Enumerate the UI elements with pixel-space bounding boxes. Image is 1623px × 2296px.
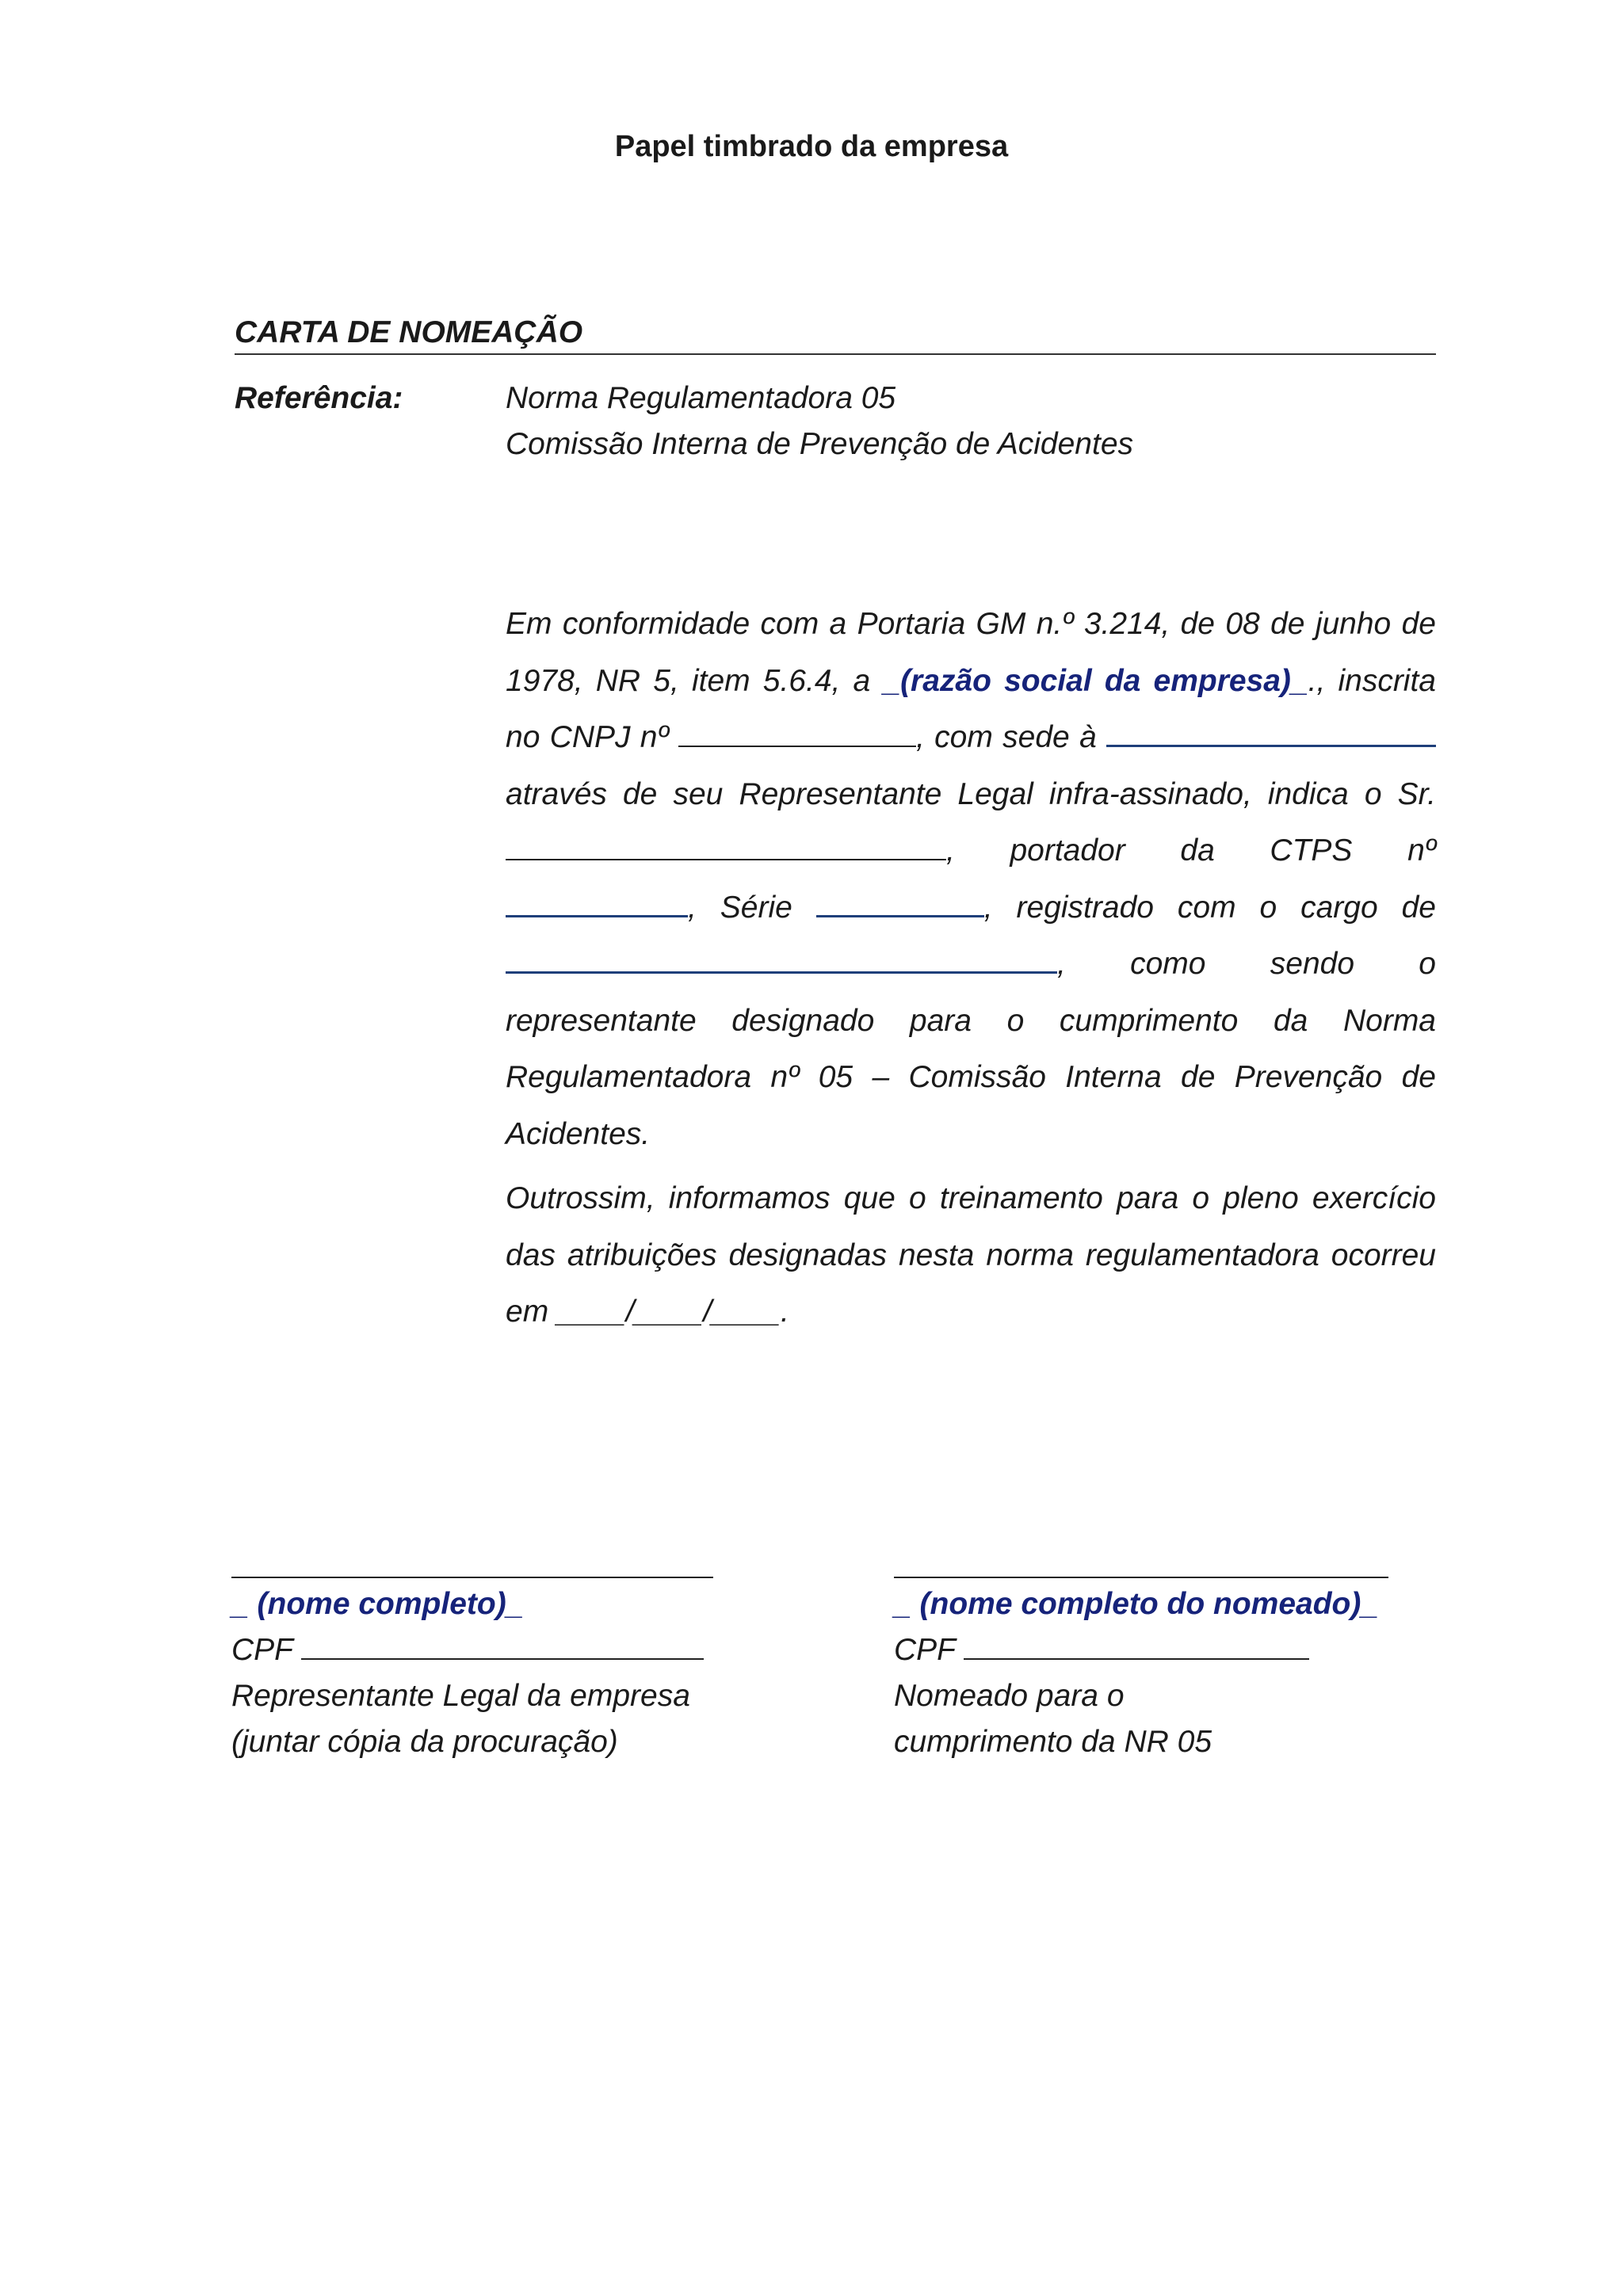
paragraph-1-text-6: , Série bbox=[688, 890, 816, 925]
signature-line-left[interactable] bbox=[231, 1577, 713, 1578]
paragraph-1-text-8: , como sendo o representante designado para o cumprimento da Norma Regulamentadora nº 05 – Comissão Interna de Prevenção de Acidentes. bbox=[506, 947, 1436, 1151]
cpf-blank-right[interactable] bbox=[964, 1633, 1309, 1660]
reference-line-2: Comissão Interna de Prevenção de Acidentes bbox=[506, 427, 1134, 461]
signer-name-placeholder-right: _ (nome completo do nomeado)_ bbox=[894, 1587, 1379, 1621]
paragraph-1-text-1: Em conformidade com a Portaria GM n.º 3.214, de 08 de junho de 1978, NR 5, item 5.6.4, a bbox=[506, 607, 1436, 698]
cnpj-blank[interactable] bbox=[678, 720, 916, 747]
paragraph-1-text-7: , registrado com o cargo de bbox=[983, 890, 1436, 925]
serie-blank[interactable] bbox=[816, 890, 984, 917]
letter-body bbox=[506, 596, 1436, 1348]
paragraph-1 bbox=[506, 596, 1436, 1162]
reference-lines bbox=[506, 376, 1436, 467]
cpf-line-right bbox=[894, 1627, 1417, 1673]
ctps-blank[interactable] bbox=[506, 890, 688, 917]
paragraph-1-text-4: através de seu Representante Legal infra-assinado, indica o Sr. bbox=[506, 776, 1436, 811]
cpf-label-right: CPF bbox=[894, 1633, 956, 1667]
signer-role-left-line-2: (juntar cópia da procuração) bbox=[231, 1725, 618, 1759]
signature-line-right[interactable] bbox=[894, 1577, 1388, 1578]
company-name-placeholder: _(razão social da empresa)_ bbox=[883, 663, 1308, 698]
letterhead: Papel timbrado da empresa bbox=[614, 130, 1009, 163]
cpf-label-left: CPF bbox=[231, 1633, 293, 1667]
reference-line-1: Norma Regulamentadora 05 bbox=[506, 381, 896, 415]
address-blank[interactable] bbox=[1106, 719, 1436, 747]
title-block bbox=[235, 315, 1436, 355]
paragraph-1-text-2: ., inscrita no CNPJ nº bbox=[506, 663, 1436, 754]
paragraph-1-text-5: , portador da CTPS nº bbox=[946, 833, 1436, 868]
signer-role-right-line-2: cumprimento da NR 05 bbox=[894, 1725, 1212, 1759]
cpf-line-left bbox=[231, 1627, 713, 1673]
document-title: CARTA DE NOMEAÇÃO bbox=[235, 315, 583, 349]
signer-role-left-line-1: Representante Legal da empresa bbox=[231, 1679, 690, 1713]
cpf-blank-left[interactable] bbox=[301, 1633, 704, 1660]
paragraph-1-text-3: , com sede à bbox=[916, 720, 1106, 754]
job-title-blank[interactable] bbox=[506, 946, 1057, 974]
paragraph-2 bbox=[506, 1170, 1436, 1341]
signer-name-placeholder-left: _ (nome completo)_ bbox=[231, 1587, 524, 1621]
signer-role-right-line-1: Nomeado para o bbox=[894, 1679, 1125, 1713]
signature-block-left bbox=[231, 1577, 713, 1765]
paragraph-2-text: Outrossim, informamos que o treinamento para o pleno exercício das atribuições designadas nesta norma regulamentadora ocorreu em bbox=[506, 1181, 1436, 1329]
nominee-name-blank[interactable] bbox=[506, 833, 946, 860]
training-date-blank[interactable]: ____/____/____. bbox=[557, 1295, 789, 1329]
reference-label: Referência: bbox=[235, 381, 403, 415]
signature-block-right bbox=[894, 1577, 1417, 1765]
